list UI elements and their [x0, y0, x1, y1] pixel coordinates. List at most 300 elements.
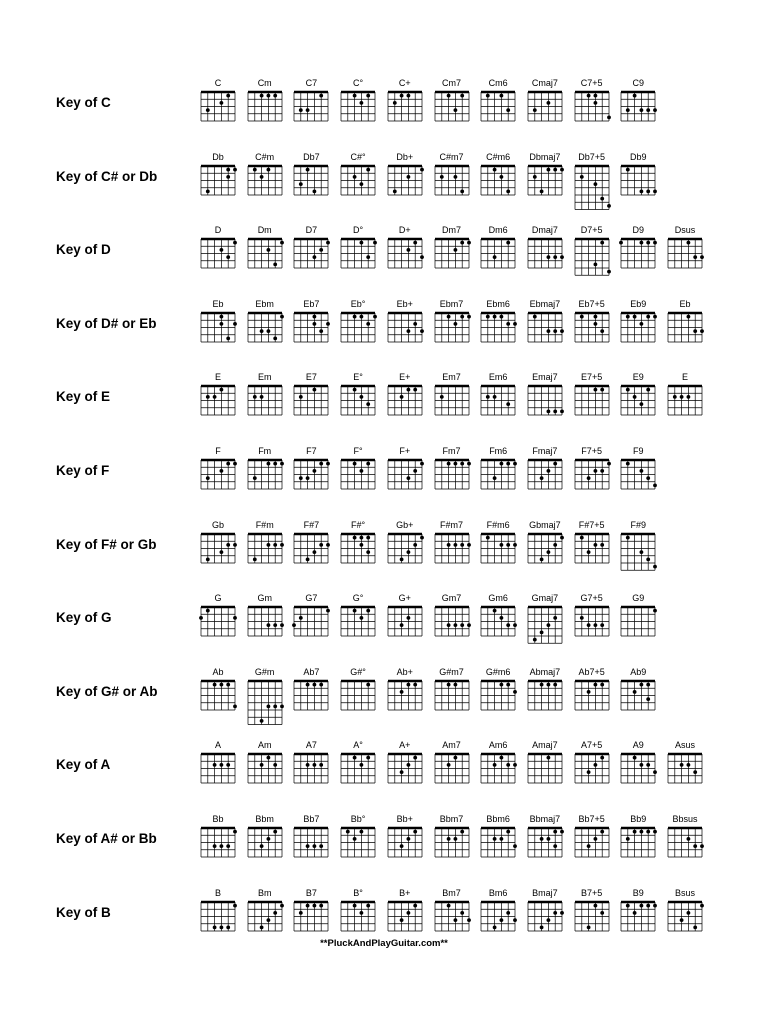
chord-diagram — [477, 679, 519, 712]
chord-diagram — [197, 900, 239, 933]
finger-dot — [259, 763, 263, 767]
finger-dot — [486, 315, 490, 319]
finger-dot — [553, 255, 557, 259]
finger-dot — [593, 903, 597, 907]
finger-dot — [366, 322, 370, 326]
chord-diagram — [197, 237, 239, 270]
finger-dot — [493, 763, 497, 767]
chord-name: F#7 — [303, 519, 320, 530]
chord-diagram — [384, 384, 426, 417]
chord-diagram — [197, 458, 239, 491]
finger-dot — [560, 167, 564, 171]
finger-dot — [366, 255, 370, 259]
finger-dot — [687, 837, 691, 841]
chord-diagram — [431, 90, 473, 123]
finger-dot — [607, 462, 611, 466]
finger-dot — [399, 771, 403, 775]
chord-name: F#9 — [630, 519, 647, 530]
finger-dot — [406, 683, 410, 687]
finger-dot — [399, 395, 403, 399]
finger-dot — [693, 771, 697, 775]
chord-name: D7+5 — [580, 225, 603, 236]
finger-dot — [493, 255, 497, 259]
chord-name: Eb7 — [303, 298, 320, 309]
chord-name: Gb+ — [396, 519, 414, 530]
finger-dot — [700, 255, 704, 259]
finger-dot — [353, 388, 357, 392]
chord-diagram — [337, 826, 379, 859]
finger-dot — [653, 189, 657, 193]
finger-dot — [446, 837, 450, 841]
chord-name: Db9 — [630, 151, 647, 162]
finger-dot — [213, 844, 217, 848]
finger-dot — [399, 557, 403, 561]
finger-dot — [506, 683, 510, 687]
finger-dot — [253, 167, 257, 171]
finger-dot — [313, 469, 317, 473]
chord-name: Ebm — [255, 298, 274, 309]
finger-dot — [306, 683, 310, 687]
chord-name: G#m7 — [439, 666, 464, 677]
chord-name: Bbm6 — [486, 814, 510, 824]
chord-name: F#7+5 — [578, 519, 605, 530]
finger-dot — [360, 469, 364, 473]
chord-name: Db7 — [303, 151, 320, 162]
key-label: Key of E — [56, 389, 111, 405]
chord-diagram — [384, 311, 426, 344]
finger-dot — [600, 830, 604, 834]
chord-diagram — [244, 311, 286, 344]
finger-dot — [500, 918, 504, 922]
finger-dot — [653, 108, 657, 112]
finger-dot — [640, 550, 644, 554]
finger-dot — [467, 918, 471, 922]
finger-dot — [500, 756, 504, 760]
chord-diagram — [617, 90, 659, 123]
finger-dot — [353, 175, 357, 179]
chord-diagram — [244, 679, 286, 727]
finger-dot — [299, 182, 303, 186]
chord-diagram — [617, 458, 659, 491]
chord-name: Db+ — [396, 151, 414, 162]
chord-diagram — [431, 384, 473, 417]
chord-name: Eb7+5 — [578, 298, 605, 309]
finger-dot — [226, 175, 230, 179]
chord-diagram — [337, 237, 379, 270]
finger-dot — [633, 690, 637, 694]
chord-diagram — [197, 311, 239, 344]
chord-diagram — [337, 164, 379, 197]
chord-diagram — [384, 164, 426, 197]
chord-diagram — [617, 752, 659, 785]
chord-name: E+ — [399, 372, 411, 383]
chord-name: G7+5 — [580, 593, 603, 604]
key-label: Key of A — [56, 757, 111, 773]
finger-dot — [593, 683, 597, 687]
finger-dot — [513, 623, 517, 627]
chord-diagram — [197, 90, 239, 123]
chord-name: Abmaj7 — [529, 666, 561, 677]
chord-diagram — [664, 826, 706, 859]
finger-dot — [460, 462, 464, 466]
chord-diagram — [617, 605, 659, 638]
chord-name: Eb+ — [396, 298, 413, 309]
finger-dot — [446, 315, 450, 319]
chord-name: C° — [353, 78, 364, 88]
chord-diagram — [477, 458, 519, 491]
chord-name: Ab+ — [396, 666, 413, 677]
finger-dot — [593, 101, 597, 105]
finger-dot — [647, 241, 651, 245]
finger-dot — [647, 189, 651, 193]
finger-dot — [593, 388, 597, 392]
finger-dot — [586, 925, 590, 929]
chord-name: Bb° — [350, 814, 366, 824]
chord-diagram — [384, 752, 426, 785]
finger-dot — [586, 690, 590, 694]
chord-name: F7+5 — [581, 446, 602, 456]
key-label: Key of F — [56, 463, 110, 478]
finger-dot — [673, 395, 677, 399]
finger-dot — [600, 756, 604, 760]
finger-dot — [266, 623, 270, 627]
finger-dot — [607, 270, 611, 274]
chord-name: Bm6 — [488, 887, 508, 898]
chord-name: Eb9 — [630, 298, 647, 309]
finger-dot — [320, 543, 324, 547]
finger-dot — [273, 462, 277, 466]
finger-dot — [273, 543, 277, 547]
finger-dot — [313, 903, 317, 907]
chord-name: E7 — [305, 372, 317, 383]
finger-dot — [399, 94, 403, 98]
finger-dot — [593, 182, 597, 186]
finger-dot — [513, 462, 517, 466]
chord-name: Gm — [257, 593, 272, 604]
finger-dot — [220, 469, 224, 473]
chord-diagram — [197, 384, 239, 417]
chord-diagram — [384, 605, 426, 638]
finger-dot — [320, 248, 324, 252]
chord-diagram — [290, 90, 332, 123]
chord-name: B7+5 — [580, 887, 603, 898]
finger-dot — [280, 315, 284, 319]
chord-name: G#m6 — [485, 666, 511, 677]
finger-dot — [493, 476, 497, 480]
finger-dot — [546, 469, 550, 473]
finger-dot — [693, 255, 697, 259]
finger-dot — [593, 315, 597, 319]
finger-dot — [626, 535, 630, 539]
finger-dot — [233, 903, 237, 907]
chord-name: G9 — [632, 593, 645, 604]
finger-dot — [506, 241, 510, 245]
chord-name: F9 — [633, 446, 644, 456]
finger-dot — [306, 844, 310, 848]
chord-diagram — [290, 605, 332, 638]
finger-dot — [313, 322, 317, 326]
chord-name: Gm6 — [488, 593, 508, 604]
finger-dot — [366, 756, 370, 760]
chord-diagram — [617, 311, 659, 344]
finger-dot — [326, 462, 330, 466]
finger-dot — [579, 175, 583, 179]
finger-dot — [420, 462, 424, 466]
finger-dot — [500, 175, 504, 179]
finger-dot — [220, 844, 224, 848]
finger-dot — [553, 543, 557, 547]
chord-diagram — [524, 237, 566, 270]
finger-dot — [560, 255, 564, 259]
finger-dot — [266, 837, 270, 841]
chord-name: Gm7 — [441, 593, 462, 604]
finger-dot — [533, 315, 537, 319]
finger-dot — [453, 248, 457, 252]
chord-diagram — [244, 900, 286, 933]
finger-dot — [353, 609, 357, 613]
chord-diagram — [617, 532, 659, 572]
chord-name: Am — [257, 740, 272, 751]
finger-dot — [446, 623, 450, 627]
finger-dot — [220, 925, 224, 929]
finger-dot — [306, 108, 310, 112]
chord-diagram — [244, 532, 286, 565]
finger-dot — [233, 704, 237, 708]
finger-dot — [206, 609, 210, 613]
finger-dot — [586, 844, 590, 848]
finger-dot — [406, 476, 410, 480]
chord-diagram — [617, 164, 659, 197]
finger-dot — [220, 683, 224, 687]
finger-dot — [220, 550, 224, 554]
finger-dot — [220, 388, 224, 392]
finger-dot — [220, 763, 224, 767]
chord-diagram — [244, 384, 286, 417]
finger-dot — [353, 903, 357, 907]
chord-diagram — [664, 237, 706, 270]
chord-diagram — [571, 237, 613, 277]
chord-diagram — [571, 90, 613, 123]
chord-name: E — [681, 372, 688, 383]
chord-diagram — [664, 900, 706, 933]
finger-dot — [700, 844, 704, 848]
finger-dot — [213, 683, 217, 687]
finger-dot — [266, 167, 270, 171]
finger-dot — [647, 388, 651, 392]
chord-diagram — [571, 679, 613, 712]
finger-dot — [366, 94, 370, 98]
finger-dot — [320, 844, 324, 848]
chord-name: Em6 — [488, 372, 508, 383]
chord-name: Cmaj7 — [531, 78, 558, 88]
chord-name: C#m — [255, 151, 275, 162]
finger-dot — [413, 241, 417, 245]
finger-dot — [633, 395, 637, 399]
finger-dot — [593, 543, 597, 547]
finger-dot — [647, 557, 651, 561]
finger-dot — [493, 167, 497, 171]
chord-name: Ebmaj7 — [529, 298, 561, 309]
finger-dot — [253, 395, 257, 399]
chord-diagram — [571, 164, 613, 212]
finger-dot — [353, 315, 357, 319]
finger-dot — [500, 462, 504, 466]
chord-name: A+ — [399, 740, 411, 751]
finger-dot — [299, 911, 303, 915]
finger-dot — [313, 255, 317, 259]
chord-name: Dbmaj7 — [529, 151, 561, 162]
finger-dot — [693, 925, 697, 929]
chord-name: Bbsus — [672, 814, 698, 824]
chord-diagram — [337, 605, 379, 638]
finger-dot — [206, 189, 210, 193]
finger-dot — [486, 535, 490, 539]
chord-name: G7 — [305, 593, 318, 604]
key-label: Key of G — [56, 610, 112, 626]
finger-dot — [513, 763, 517, 767]
chord-name: B9 — [632, 887, 644, 898]
finger-dot — [280, 623, 284, 627]
chord-name: C+ — [398, 78, 411, 88]
chord-name: C#° — [350, 151, 366, 162]
finger-dot — [199, 616, 203, 620]
chord-name: G#m — [254, 666, 275, 677]
key-label: Key of D — [56, 242, 111, 258]
finger-dot — [600, 196, 604, 200]
finger-dot — [460, 911, 464, 915]
finger-dot — [360, 315, 364, 319]
finger-dot — [653, 609, 657, 613]
finger-dot — [259, 925, 263, 929]
finger-dot — [546, 756, 550, 760]
finger-dot — [420, 167, 424, 171]
finger-dot — [453, 918, 457, 922]
finger-dot — [213, 763, 217, 767]
finger-dot — [579, 535, 583, 539]
finger-dot — [420, 329, 424, 333]
chord-diagram — [617, 826, 659, 859]
finger-dot — [467, 543, 471, 547]
finger-dot — [226, 543, 230, 547]
chord-name: Am7 — [442, 740, 461, 751]
chord-diagram — [244, 826, 286, 859]
finger-dot — [273, 830, 277, 834]
finger-dot — [593, 322, 597, 326]
finger-dot — [360, 535, 364, 539]
finger-dot — [653, 564, 657, 568]
chord-name: Bbm — [255, 814, 274, 824]
chord-name: Ab7+5 — [578, 666, 605, 677]
chord-diagram — [477, 384, 519, 417]
finger-dot — [506, 763, 510, 767]
finger-dot — [647, 763, 651, 767]
finger-dot — [399, 918, 403, 922]
finger-dot — [326, 543, 330, 547]
chord-name: Bb7+5 — [578, 814, 605, 824]
finger-dot — [326, 241, 330, 245]
finger-dot — [687, 241, 691, 245]
finger-dot — [273, 623, 277, 627]
chord-diagram — [337, 311, 379, 344]
chord-name: C — [214, 78, 222, 88]
chord-name: E9 — [632, 372, 644, 383]
finger-dot — [500, 616, 504, 620]
chord-diagram — [290, 752, 332, 785]
chord-diagram — [571, 311, 613, 344]
finger-dot — [306, 763, 310, 767]
finger-dot — [626, 108, 630, 112]
finger-dot — [593, 623, 597, 627]
chord-diagram — [477, 237, 519, 270]
finger-dot — [266, 918, 270, 922]
chord-diagram — [664, 752, 706, 785]
finger-dot — [366, 167, 370, 171]
chord-name: Bm7 — [442, 887, 461, 898]
finger-dot — [540, 476, 544, 480]
finger-dot — [220, 248, 224, 252]
finger-dot — [406, 329, 410, 333]
finger-dot — [467, 315, 471, 319]
chord-diagram — [524, 90, 566, 123]
finger-dot — [546, 918, 550, 922]
finger-dot — [626, 462, 630, 466]
finger-dot — [233, 543, 237, 547]
finger-dot — [460, 241, 464, 245]
finger-dot — [600, 911, 604, 915]
chord-name: D — [214, 225, 222, 236]
finger-dot — [633, 830, 637, 834]
chord-diagram — [197, 826, 239, 859]
finger-dot — [306, 476, 310, 480]
chord-diagram — [571, 752, 613, 785]
finger-dot — [546, 167, 550, 171]
chord-diagram — [244, 752, 286, 785]
chord-name: F° — [353, 446, 363, 456]
finger-dot — [540, 189, 544, 193]
chord-name: F#m6 — [486, 519, 510, 530]
key-label: Key of B — [56, 904, 111, 920]
finger-dot — [206, 395, 210, 399]
finger-dot — [360, 830, 364, 834]
finger-dot — [600, 469, 604, 473]
chord-diagram — [524, 532, 566, 565]
chord-diagram — [477, 605, 519, 638]
chord-diagram — [244, 237, 286, 270]
finger-dot — [226, 763, 230, 767]
finger-dot — [513, 543, 517, 547]
chord-name: Bsus — [674, 887, 695, 898]
finger-dot — [600, 241, 604, 245]
chord-diagram — [431, 311, 473, 344]
finger-dot — [360, 763, 364, 767]
finger-dot — [640, 189, 644, 193]
finger-dot — [226, 336, 230, 340]
chord-diagram — [431, 164, 473, 197]
chord-diagram — [244, 605, 286, 638]
finger-dot — [513, 918, 517, 922]
finger-dot — [299, 476, 303, 480]
finger-dot — [373, 241, 377, 245]
chord-name: G+ — [398, 593, 411, 604]
finger-dot — [393, 101, 397, 105]
finger-dot — [593, 263, 597, 267]
finger-dot — [607, 115, 611, 119]
chord-name: Cm6 — [488, 78, 508, 88]
finger-dot — [226, 167, 230, 171]
finger-dot — [553, 830, 557, 834]
chord-name: Ab — [212, 666, 224, 677]
chord-name: Eb° — [350, 298, 366, 309]
